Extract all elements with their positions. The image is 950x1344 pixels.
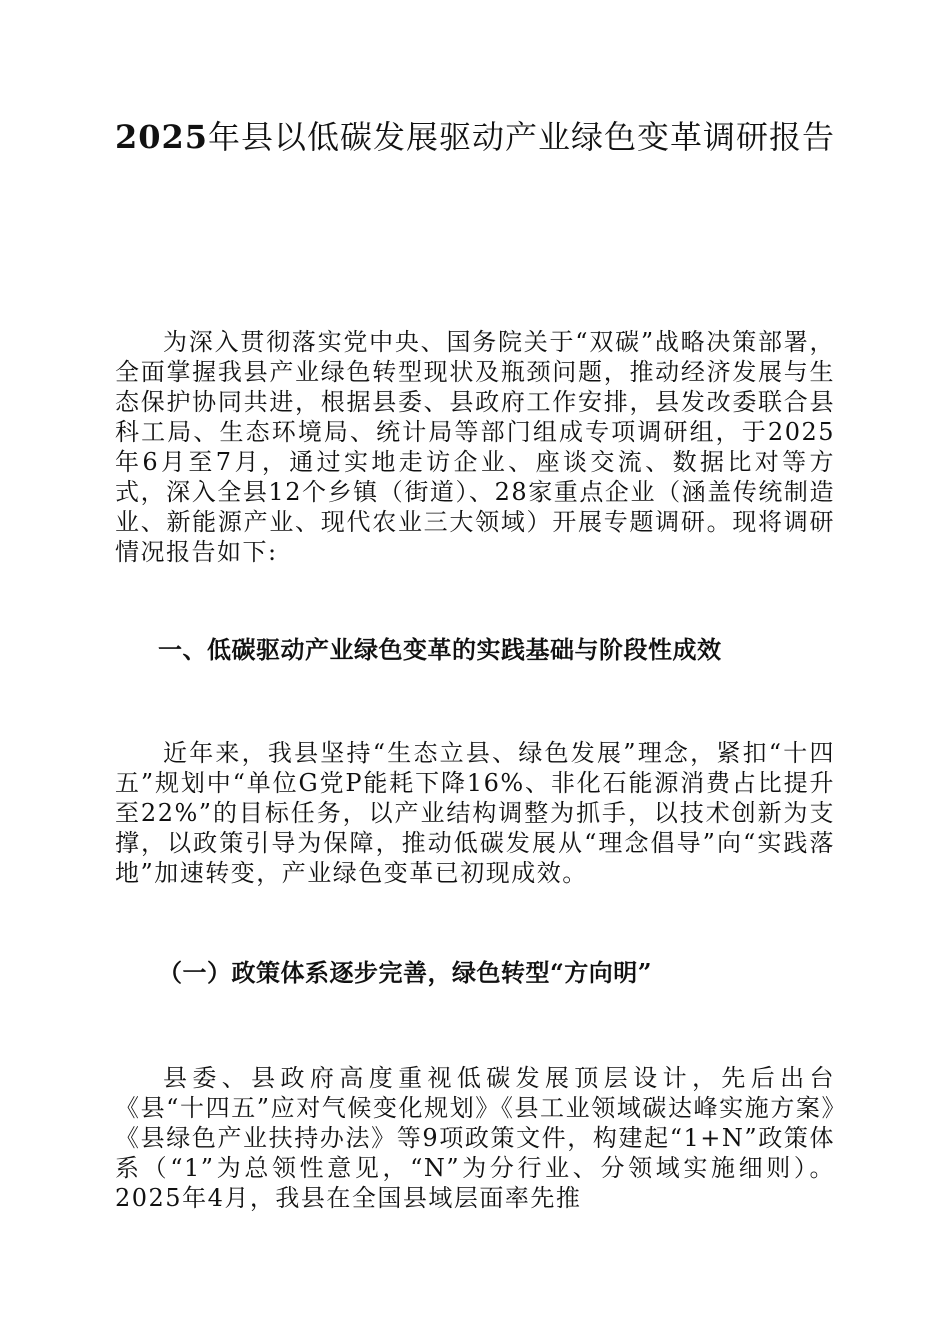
subsection-one-paragraph: 县委、县政府高度重视低碳发展顶层设计，先后出台《县“十四五”应对气候变化规划》《县工业领域碳达峰实施方案》《县绿色产业扶持办法》等9项政策文件，构建起“1+N”政策体系（“1”为总领性意见，“N”为分行业、分领域实施细则）。2025年4月，我县在全国县域层面率先推: [115, 1064, 835, 1212]
section-one-heading: 一、低碳驱动产业绿色变革的实践基础与阶段性成效: [158, 635, 722, 664]
section-one-paragraph: 近年来，我县坚持“生态立县、绿色发展”理念，紧扣“十四五”规划中“单位G党P能耗下降16%、非化石能源消费占比提升至22%”的目标任务，以产业结构调整为抓手，以技术创新为支撑，以政策引导为保障，推动低碳发展从“理念倡导”向“实践落地”加速转变，产业绿色变革已初现成效。: [115, 739, 835, 887]
intro-paragraph: 为深入贯彻落实党中央、国务院关于“双碳”战略决策部署，全面掌握我县产业绿色转型现状及瓶颈问题，推动经济发展与生态保护协同共进，根据县委、县政府工作安排，县发改委联合县科工局、生态环境局、统计局等部门组成专项调研组，于2025年6月至7月，通过实地走访企业、座谈交流、数据比对等方式，深入全县12个乡镇（街道）、28家重点企业（涵盖传统制造业、新能源产业、现代农业三大领域）开展专题调研。现将调研情况报告如下:: [115, 328, 835, 566]
title-year: 2025: [114, 118, 209, 156]
document-title: [110, 112, 840, 162]
title-text: 年县以低碳发展驱动产业绿色变革调研报告: [208, 118, 836, 156]
subsection-one-heading: （一）政策体系逐步完善，绿色转型“方向明”: [158, 958, 653, 987]
